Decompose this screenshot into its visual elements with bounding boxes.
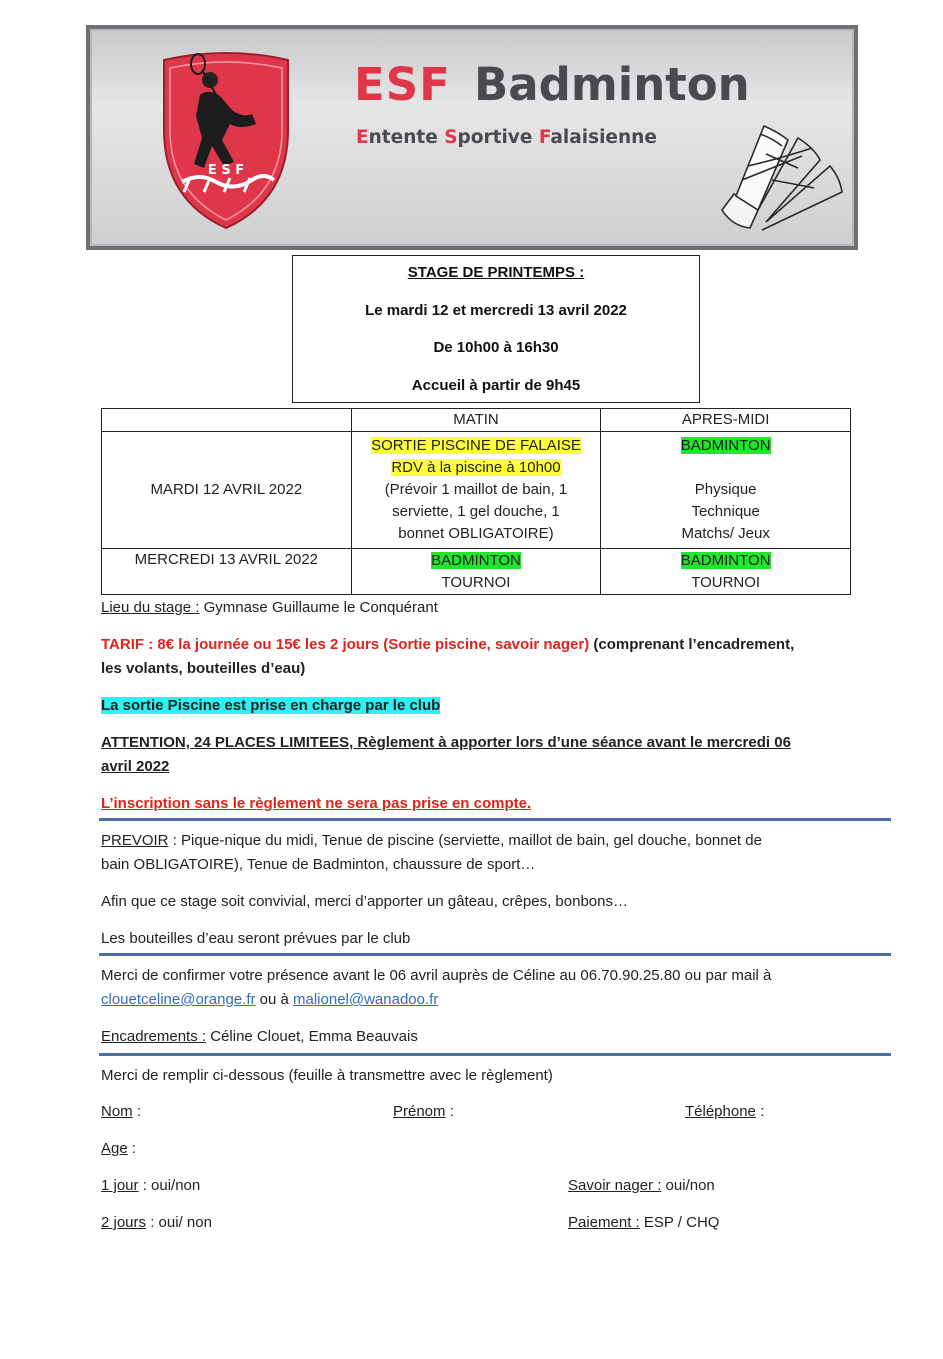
shuttlecock-icon (702, 118, 854, 240)
club-note: La sortie Piscine est prise en charge par le club (101, 697, 441, 714)
day-tuesday: MARDI 12 AVRIL 2022 (102, 432, 352, 549)
field-one-day[interactable]: 1 jour : oui/non (101, 1177, 201, 1194)
table-row (102, 549, 851, 595)
stage-welcome: Accueil à partir de 9h45 (411, 377, 581, 394)
divider (99, 818, 891, 821)
coaches-line: Encadrements : Céline Clouet, Emma Beauvais (101, 1028, 418, 1045)
col-header-afternoon: APRES-MIDI (601, 409, 851, 432)
email-link-malionel[interactable]: malionel@wanadoo.fr (293, 991, 439, 1008)
tarif-paragraph: TARIF : 8€ la journée ou 15€ les 2 jours (Sortie piscine, savoir nager) (comprenant l’encadrement, les volants, bouteilles d’eau) (101, 636, 795, 677)
day-wednesday: MERCREDI 13 AVRIL 2022 (102, 549, 352, 595)
logo-letters: E S F (207, 163, 245, 178)
tuesday-morning: SORTIE PISCINE DE FALAISE RDV à la piscine à 10h00 (Prévoir 1 maillot de bain, 1 serviette, 1 gel douche, 1 bonnet OBLIGATOIRE) (351, 432, 601, 549)
divider (99, 953, 891, 956)
warning-line: L’inscription sans le règlement ne sera pas prise en compte. (101, 795, 532, 812)
water-line: Les bouteilles d’eau seront prévues par le club (101, 930, 411, 947)
field-payment[interactable]: Paiement : ESP / CHQ (568, 1214, 720, 1231)
tuesday-afternoon: BADMINTON Physique Technique Matchs/ Jeux (601, 432, 851, 549)
form-intro: Merci de remplir ci-dessous (feuille à transmettre avec le règlement) (101, 1067, 553, 1084)
prevoir-paragraph: PREVOIR : Pique-nique du midi, Tenue de piscine (serviette, maillot de bain, gel douche, bonnet de bain OBLIGATOIRE), Tenue de Badminton, chaussure de sport… (101, 832, 762, 873)
wednesday-morning: BADMINTON TOURNOI (351, 549, 601, 595)
divider (99, 1053, 891, 1056)
table-header-row (102, 409, 851, 432)
wednesday-afternoon: BADMINTON TOURNOI (601, 549, 851, 595)
brand-name: Badminton (474, 58, 750, 111)
club-shield-logo (160, 50, 292, 230)
schedule-table (101, 408, 851, 595)
field-telephone[interactable]: Téléphone : (685, 1103, 765, 1120)
brand-subtitle: Entente Sportive Falaisienne (356, 127, 657, 148)
email-link-clouet[interactable]: clouetceline@orange.fr (101, 991, 256, 1008)
attention-paragraph: ATTENTION, 24 PLACES LIMITEES, Règlement à apporter lors d’une séance avant le mercredi 06 avril 2022 (101, 734, 791, 775)
stage-title: STAGE DE PRINTEMPS : (407, 264, 585, 281)
table-row (102, 432, 851, 549)
field-swim[interactable]: Savoir nager : oui/non (568, 1177, 715, 1194)
field-two-days[interactable]: 2 jours : oui/ non (101, 1214, 212, 1231)
brand-esf: ESF (354, 58, 451, 111)
header-empty-cell (102, 409, 352, 432)
field-nom[interactable]: Nom : (101, 1103, 142, 1120)
stage-dates: Le mardi 12 et mercredi 13 avril 2022 (365, 302, 627, 319)
venue-line: Lieu du stage : Gymnase Guillaume le Conquérant (101, 599, 438, 616)
convivial-line: Afin que ce stage soit convivial, merci d’apporter un gâteau, crêpes, bonbons… (101, 893, 628, 910)
stage-info-box (292, 255, 700, 403)
col-header-morning: MATIN (351, 409, 601, 432)
stage-hours: De 10h00 à 16h30 (433, 339, 559, 356)
confirm-paragraph: Merci de confirmer votre présence avant le 06 avril auprès de Céline au 06.70.90.25.80 ou par mail à clouetceline@orange.fr ou à malionel@wanadoo.fr (101, 967, 772, 1008)
field-age[interactable]: Age : (101, 1140, 137, 1157)
field-prenom[interactable]: Prénom : (393, 1103, 454, 1120)
